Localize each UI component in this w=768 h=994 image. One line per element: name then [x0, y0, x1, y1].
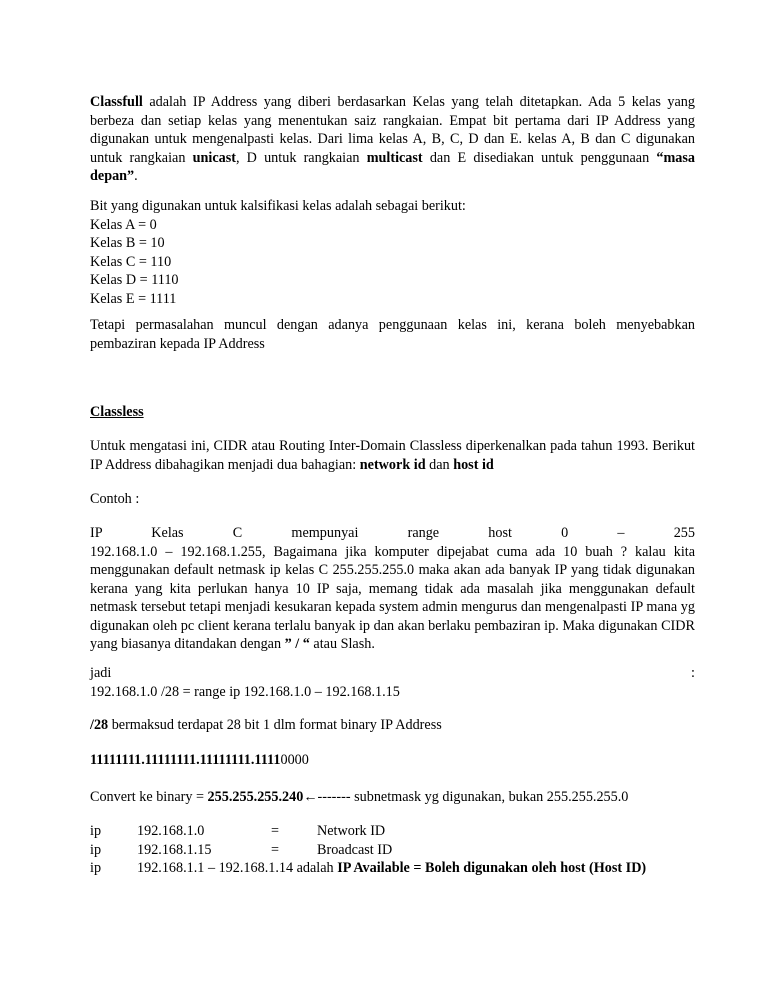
classless-intro	[90, 437, 695, 474]
convert-line	[90, 788, 695, 807]
network-id-term: network id	[359, 456, 426, 473]
row-equals: =	[271, 823, 280, 839]
table-row	[90, 822, 695, 841]
classfull-text-1: adalah IP Address yang diberi berdasarkan Kelas yang telah ditetapkan. Ada 5 kelas yang berbeza dan setiap kelas yang menentukan saiz rangkaian. Empat bit pertama dari IP Address yang digunakan untuk mengenalpasti kelas. Dari lima kelas A, B, C, D dan E. kelas A, B dan C digunakan untuk rangkaian	[90, 94, 695, 166]
example-text: 192.168.1.0 – 192.168.1.255, Bagaimana jika komputer dipejabat cuma ada 10 buah ? kalau kita menggunakan default netmask ip kelas C 255.255.255.0 maka akan ada banyak IP yang tidak digunakan kerana yang kita perlukan hanya 10 IP saja, memang tidak ada masalah jika menggunakan default netmask tersebut tetapi menjadi kesukaran kepada system admin mengurus dan mengenalpasti IP mana yg digunakan oleh pc client kerana terlalu banyak ip dan akan berlaku pembaziran ip. Maka digunakan CIDR yang biasanya ditandakan dengan	[90, 543, 695, 652]
subnet-mask-value: 255.255.255.240	[207, 789, 304, 805]
slash-mark: ” / “	[284, 636, 310, 652]
row-equals: =	[271, 841, 280, 858]
row-ip-label: ip	[90, 860, 102, 876]
convert-text: Convert ke binary =	[90, 789, 208, 805]
problem-paragraph	[90, 316, 695, 353]
example-paragraph	[90, 524, 695, 654]
classless-intro-text: Untuk mengatasi ini, CIDR atau Routing Inter-Domain Classless diperkenalkan pada tahun 1993. Berikut IP Address dibahagikan menjadi dua bahagian:	[90, 438, 695, 473]
binary-ones: 11111111.11111111.11111111.1111	[90, 752, 281, 768]
range-line: 192.168.1.0 /28 = range ip 192.168.1.0 – 192.168.1.15	[90, 683, 400, 700]
row-meaning: Broadcast ID	[317, 841, 393, 858]
classfull-paragraph	[90, 93, 695, 186]
ip-table	[90, 822, 695, 878]
left-arrow-icon: ←	[303, 789, 318, 805]
slash28-desc: bermaksud terdapat 28 bit 1 dlm format binary IP Address	[108, 717, 442, 733]
jadi-colon: :	[691, 665, 695, 681]
table-row	[90, 859, 695, 878]
row-meaning: Network ID	[317, 823, 386, 839]
problem-text: Tetapi permasalahan muncul dengan adanya penggunaan kelas ini, kerana boleh menyebabkan pembaziran kepada IP Address	[90, 317, 695, 352]
classfull-text-4: .	[134, 168, 138, 184]
contoh-label-wrap	[90, 490, 695, 509]
convert-text-end: ------- subnetmask yg digunakan, bukan 255.255.255.0	[317, 789, 629, 805]
class-c-bits: Kelas C = 110	[90, 253, 172, 270]
classfull-text-3: dan E disediakan untuk penggunaan	[422, 149, 657, 166]
classfull-text-2: , D untuk rangkaian	[235, 149, 367, 166]
class-a-bits: Kelas A = 0	[90, 216, 157, 233]
example-line-1: IP Kelas C mempunyai range host 0 – 255	[90, 525, 695, 541]
bit-classification	[90, 197, 695, 308]
dan-text: dan	[425, 456, 454, 473]
slash28-term: /28	[90, 717, 109, 733]
row-address: 192.168.1.0	[137, 823, 205, 839]
available-desc: IP Available = Boleh digunakan oleh host (Host ID)	[337, 860, 647, 876]
class-d-bits: Kelas D = 1110	[90, 272, 179, 288]
jadi-word: jadi	[90, 665, 112, 681]
masa-depan-term: “masa depan”	[90, 149, 695, 184]
example-text-end: atau Slash.	[309, 636, 375, 652]
class-b-bits: Kelas B = 10	[90, 235, 165, 251]
jadi-block	[90, 664, 695, 701]
classfull-term: Classfull	[90, 94, 143, 110]
binary-zeros: 0000	[280, 752, 309, 768]
classless-heading-wrap	[90, 403, 695, 422]
contoh-label: Contoh :	[90, 491, 140, 507]
table-row	[90, 841, 695, 860]
row-ip-label: ip	[90, 841, 102, 858]
bits-intro: Bit yang digunakan untuk kalsifikasi kelas adalah sebagai berikut:	[90, 198, 466, 214]
row-ip-label: ip	[90, 823, 102, 839]
multicast-term: multicast	[366, 149, 423, 166]
available-range: 192.168.1.1 – 192.168.1.14 adalah	[137, 860, 338, 876]
class-e-bits: Kelas E = 1111	[90, 290, 177, 307]
row-address: 192.168.1.15	[137, 841, 212, 858]
slash28-paragraph	[90, 716, 695, 735]
host-id-term: host id	[453, 456, 494, 473]
binary-line	[90, 751, 695, 770]
unicast-term: unicast	[192, 149, 236, 166]
classless-heading: Classless	[90, 404, 144, 420]
